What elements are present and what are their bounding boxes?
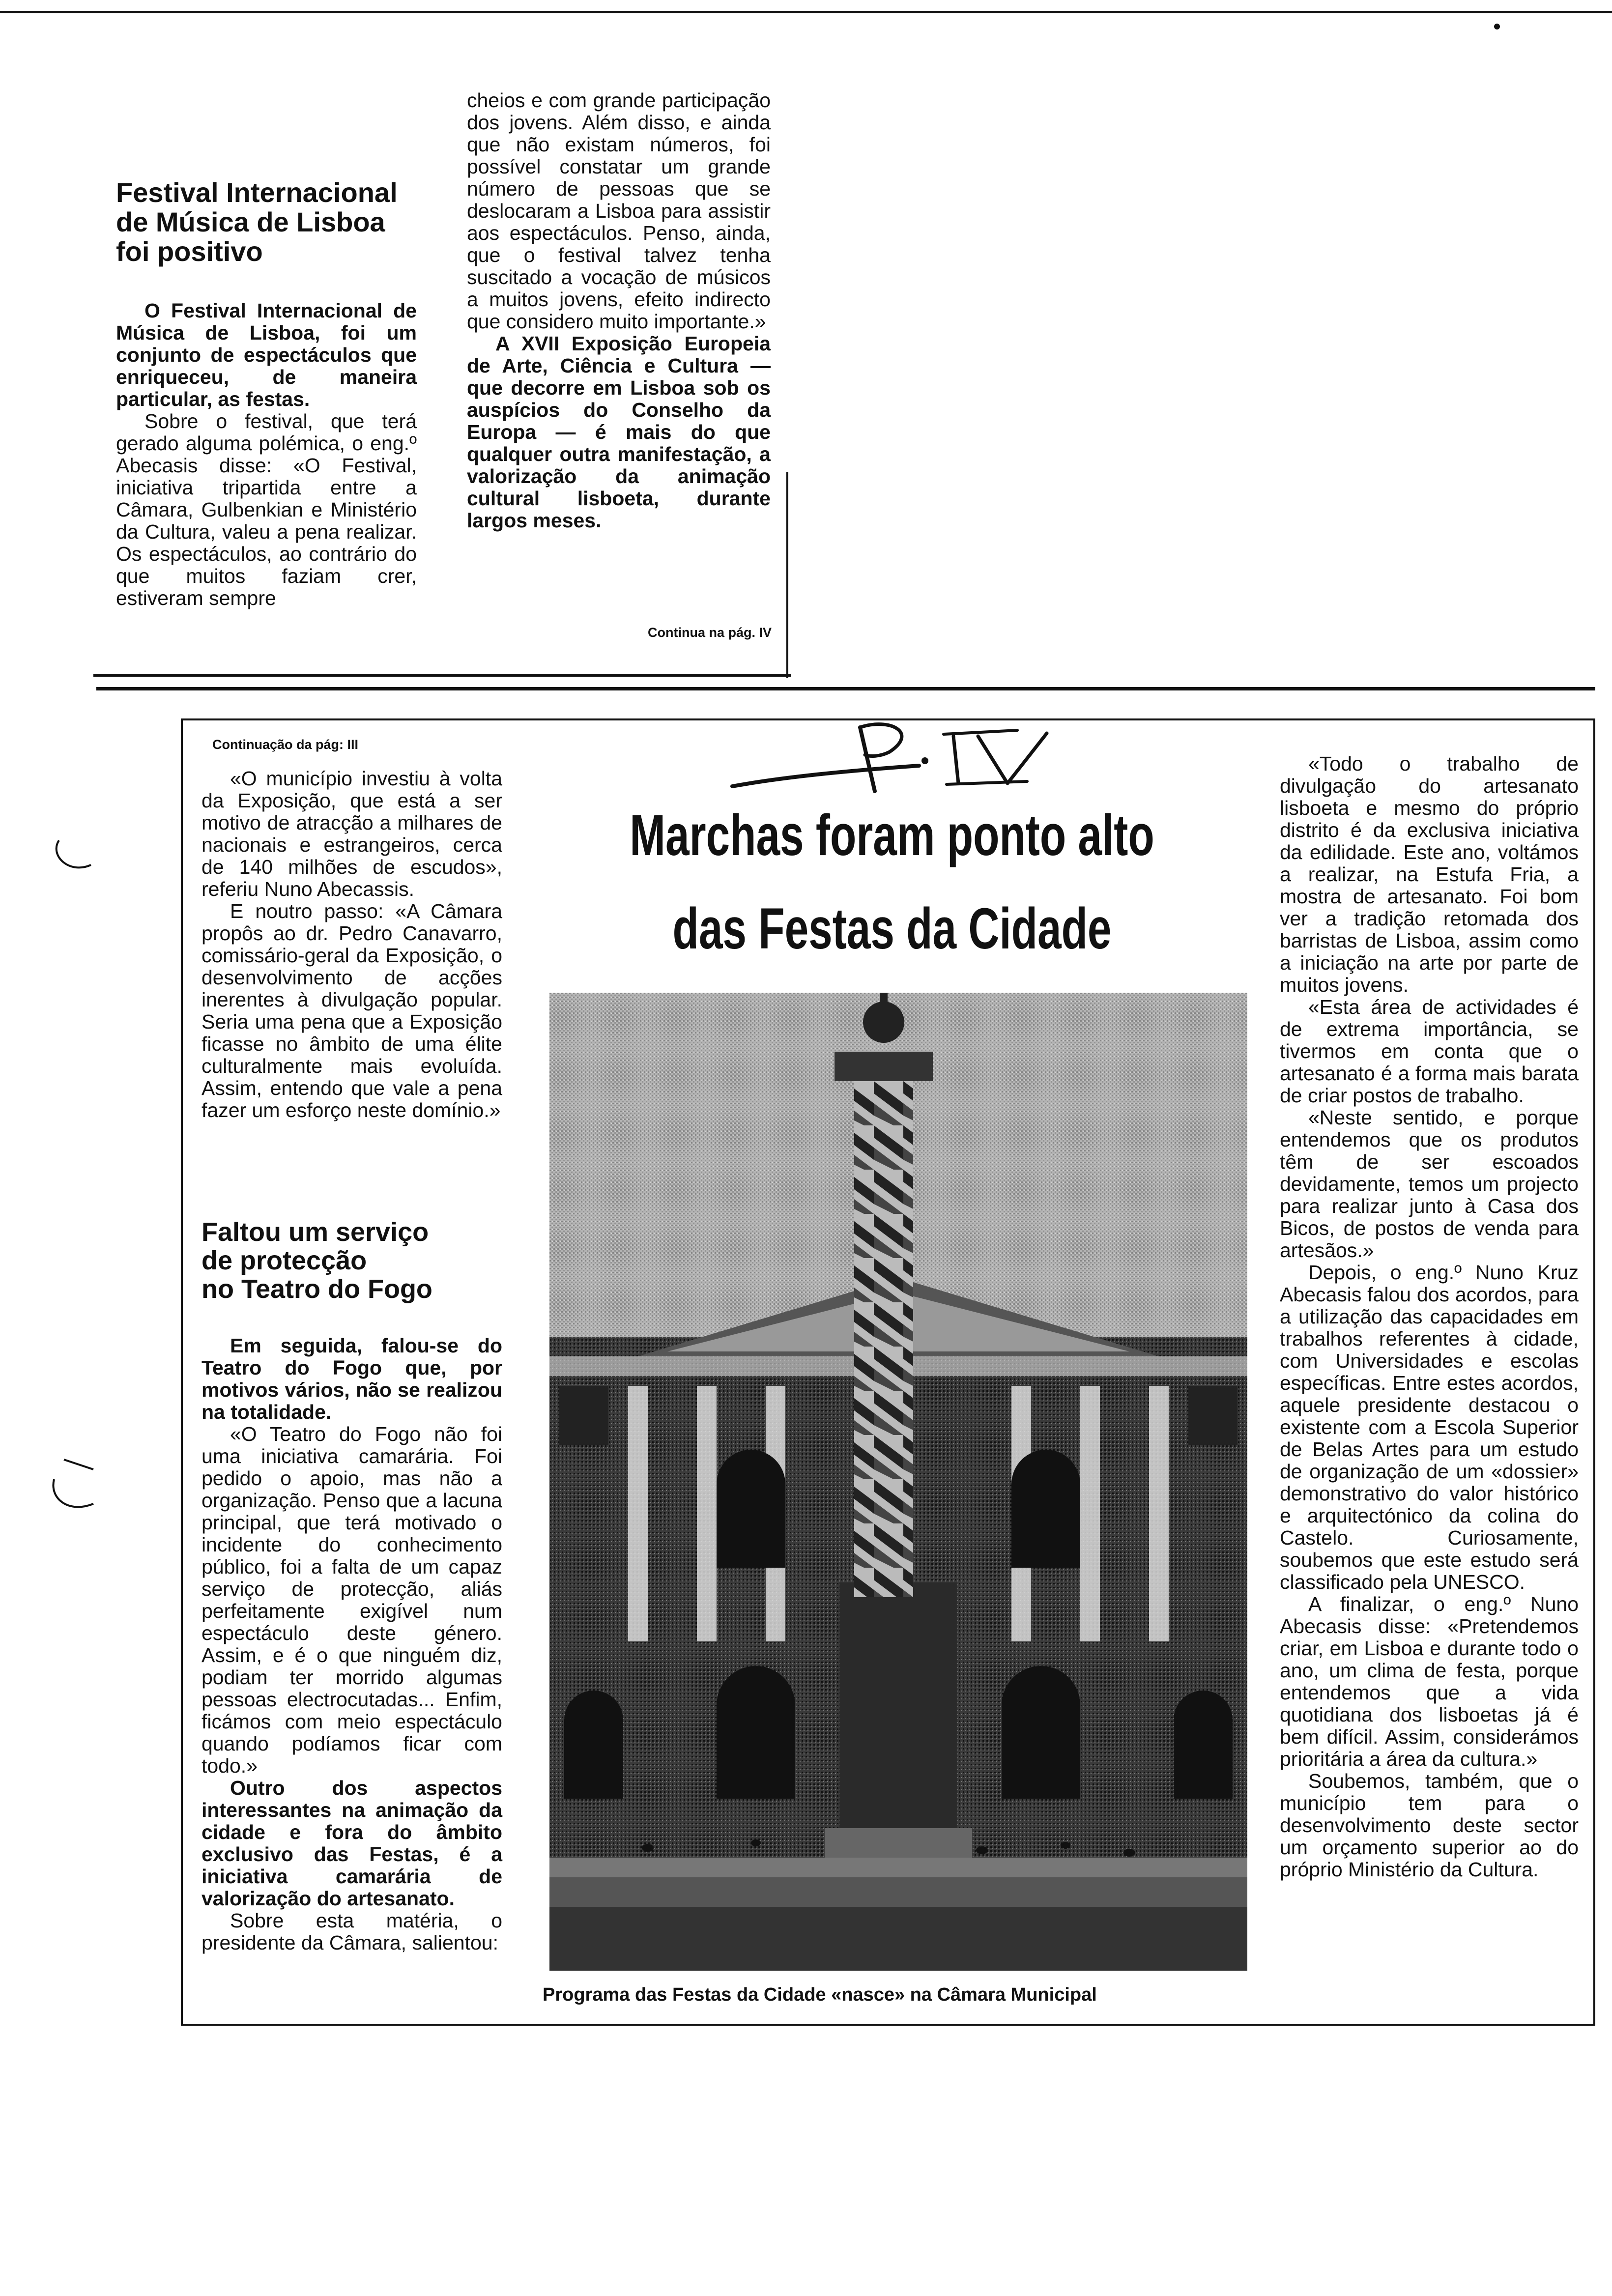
top-article-column-2 (467, 89, 771, 532)
top-headline-line-1: Festival Internacional (116, 177, 398, 208)
paragraph: E noutro passo: «A Câmara propôs ao dr. Pedro Canavarro, comissário-geral da Exposição, o desenvolvimento de acções inerentes à divulgação popular. Seria uma pena que a Exposição ficasse no âmbito de uma élite culturalmente mais evoluída. Assim, entendo que vale a pena fazer um esforço neste domínio.» (202, 900, 502, 1121)
main-headline-line-1: Marchas foram ponto alto (630, 803, 1154, 868)
top-article-continued: Continua na pág. IV (647, 625, 772, 640)
paragraph: «O Teatro do Fogo não foi uma iniciativa camarária. Foi pedido o apoio, mas não a organização. Penso que a lacuna principal, que terá motivado o incidente do conhecimento público, foi a falta de um capaz serviço de protecção, aliás perfeitamente exigível num espectáculo deste género. Assim, e é o que ninguém diz, podiam ter morrido algumas pessoas electrocutadas... Enfim, ficámos com meio espectáculo quando podíamos ficar com todo.» (202, 1423, 502, 1777)
main-column-1-lower (202, 1335, 502, 1954)
paragraph: A finalizar, o eng.º Nuno Abecasis disse: «Pretendemos criar, em Lisboa e durante todo o ano, um clima de festa, porque entendemos que a vida quotidiana dos lisboetas já é bem difícil. Assim, considerámos prioritária a área da cultura.» (1280, 1593, 1579, 1770)
main-column-3 (1280, 753, 1579, 1881)
city-hall-photo (549, 993, 1247, 1971)
paragraph: «Todo o trabalho de divulgação do artesanato lisboeta e mesmo do próprio distrito é da exclusiva iniciativa da edilidade. Este ano, voltámos a realizar, na Estufa Fria, a mostra de artesanato. Foi bom ver a tradição retomada dos barristas de Lisboa, assim como a iniciação na arte por parte de muitos jovens. (1280, 752, 1579, 996)
paragraph: A XVII Exposição Europeia de Arte, Ciência e Cultura — que decorre em Lisboa sob os auspícios do Conselho da Europa — é mais do que qualquer outra manifestação, a valorização da animação cultural lisboeta, durante largos meses. (467, 332, 771, 532)
top-article-right-rule (786, 472, 788, 678)
top-article (0, 0, 806, 698)
paragraph: O Festival Internacional de Música de Lisboa, foi um conjunto de espectáculos que enriqueceu, de maneira particular, as festas. (116, 299, 417, 410)
top-article-bottom-rule-2 (96, 687, 1595, 690)
subhead-line-3: no Teatro do Fogo (202, 1274, 432, 1304)
main-headline-line-2: das Festas da Cidade (672, 896, 1112, 961)
paragraph: «Esta área de actividades é de extrema importância, se tivermos em conta que o artesanato é a forma mais barata de criar postos de trabalho. (1280, 996, 1579, 1107)
top-article-bottom-rule-1 (93, 674, 791, 677)
paragraph: Sobre esta matéria, o presidente da Câmara, salientou: (202, 1909, 502, 1954)
margin-mark-1 (49, 835, 98, 875)
margin-mark-2 (49, 1455, 98, 1514)
top-headline-line-3: foi positivo (116, 236, 263, 267)
subhead-line-1: Faltou um serviço (202, 1217, 429, 1247)
paragraph: Em seguida, falou-se do Teatro do Fogo que, por motivos vários, não se realizou na totalidade. (202, 1334, 502, 1423)
main-column-1-upper (202, 768, 502, 1121)
paragraph: cheios e com grande participação dos jovens. Além disso, e ainda que não existam números, foi possível constatar um grande número de pessoas que se deslocaram a Lisboa para assistir aos espectáculos. Penso, ainda, que o festival talvez tenha suscitado a vocação de músicos a muitos jovens, efeito indirecto que considero muito importante.» (467, 89, 771, 333)
paragraph: Outro dos aspectos interessantes na animação da cidade e fora do âmbito exclusivo das Festas, é a iniciativa camarária de valorização do artesanato. (202, 1777, 502, 1910)
paragraph: Depois, o eng.º Nuno Kruz Abecasis falou dos acordos, para a utilização das capacidades em trabalhos referentes à cidade, com Universidades e escolas específicas. Entre estes acordos, aquele presidente destacou o existente com a Escola Superior de Belas Artes para um estudo de organização de um «dossier» demonstrativo do valor histórico e arquitectónico da colina do Castelo. Curiosamente, soubemos que este estudo será classificado pela UNESCO. (1280, 1261, 1579, 1593)
handwritten-page-mark (713, 708, 1116, 816)
top-article-headline (116, 178, 431, 266)
main-subhead (202, 1218, 502, 1303)
top-article-column-1 (116, 300, 417, 609)
top-headline-line-2: de Música de Lisboa (116, 206, 385, 237)
dot-mark (1494, 24, 1500, 29)
subhead-line-2: de protecção (202, 1246, 367, 1275)
paragraph: Soubemos, também, que o município tem para o desenvolvimento deste sector um orçamento superior ao do próprio Ministério da Cultura. (1280, 1770, 1579, 1881)
paragraph: «O município investiu à volta da Exposição, que está a ser motivo de atracção a milhares de nacionais e estrangeiros, cerca de 140 milhões de escudos», referiu Nuno Abecassis. (202, 767, 502, 900)
paragraph: Sobre o festival, que terá gerado alguma polémica, o eng.º Abecasis disse: «O Festival, iniciativa tripartida entre a Câmara, Gulbenkian e Ministério da Cultura, valeu a pena realizar. Os espectáculos, ao contrário do que muitos faziam crer, estiveram sempre (116, 410, 417, 609)
paragraph: «Neste sentido, e porque entendemos que os produtos têm de ser escoados devidamente, temos um projecto para realizar junto à Casa dos Bicos, de postos de venda para artesãos.» (1280, 1106, 1579, 1262)
photo-caption: Programa das Festas da Cidade «nasce» na Câmara Municipal (543, 1984, 1097, 2005)
continued-from: Continuação da pág: III (212, 737, 359, 752)
